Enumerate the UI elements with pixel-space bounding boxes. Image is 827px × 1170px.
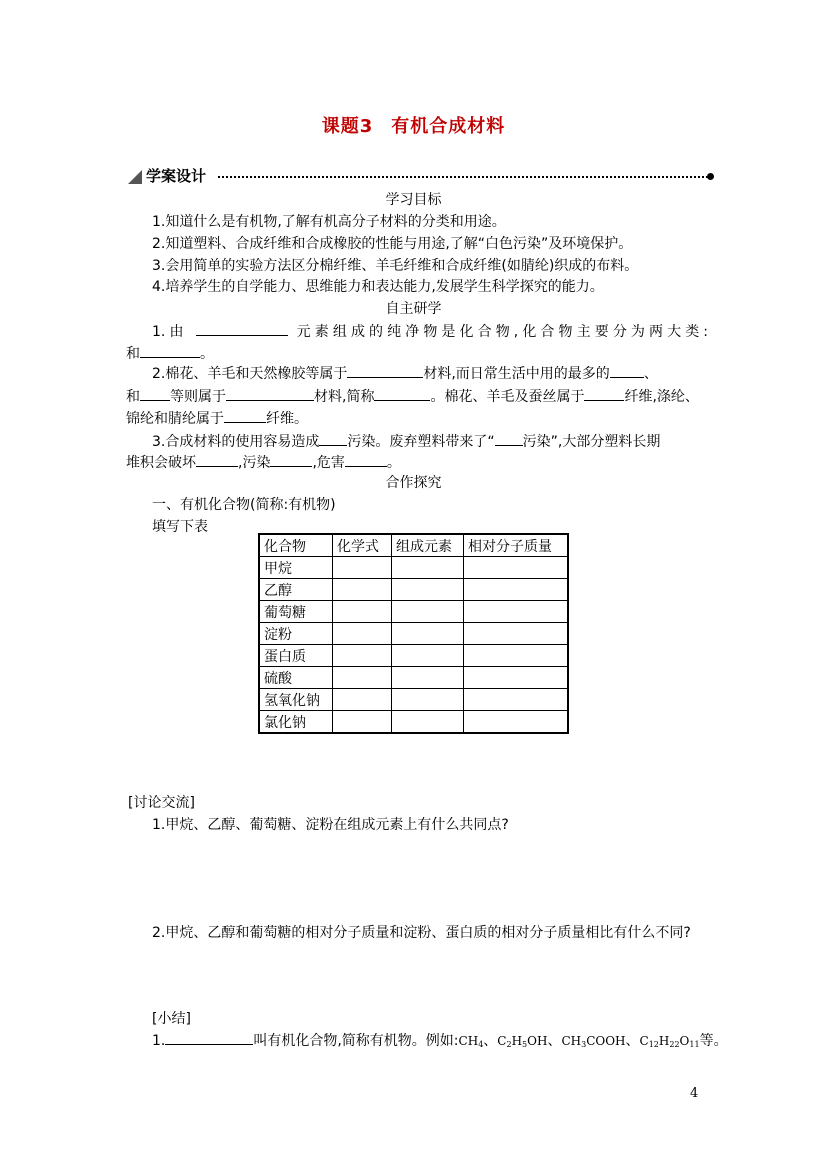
table-header: 化学式: [333, 534, 392, 557]
discussion-q1: 1.甲烷、乙醇、葡萄糖、淀粉在组成元素上有什么共同点?: [152, 817, 509, 833]
compound-name: 氢氧化钠: [259, 689, 333, 711]
table-cell[interactable]: [392, 711, 464, 734]
formula-sucrose: $C_{12}H_{22}O_{11}$: [639, 1034, 700, 1049]
banner-end-dot: [707, 173, 714, 180]
blank[interactable]: [165, 1030, 253, 1045]
table-row: [259, 557, 568, 579]
table-cell[interactable]: [333, 601, 392, 623]
objective-3: 3.会用简单的实验方法区分棉纤维、羊毛纤维和合成纤维(如腈纶)织成的布料。: [152, 258, 639, 274]
blank[interactable]: [270, 452, 312, 467]
discussion-heading: [讨论交流]: [128, 795, 195, 811]
table-cell[interactable]: [464, 689, 569, 711]
table-row: [259, 579, 568, 601]
table-row: [259, 667, 568, 689]
table-cell[interactable]: [333, 689, 392, 711]
blank[interactable]: [495, 431, 523, 446]
banner-dotted-line: [218, 176, 708, 178]
table-cell[interactable]: [333, 645, 392, 667]
table-row: [259, 623, 568, 645]
blank[interactable]: [584, 386, 624, 401]
study-q3-line2: 堆积会破坏 ,污染 ,危害 。: [126, 452, 401, 472]
blank[interactable]: [224, 408, 266, 423]
compound-table: [258, 533, 569, 734]
table-cell[interactable]: [464, 711, 569, 734]
table-cell[interactable]: [392, 579, 464, 601]
compound-name: 蛋白质: [259, 645, 333, 667]
heading-self-study: 自主研学: [385, 301, 442, 317]
table-cell[interactable]: [392, 557, 464, 579]
discussion-q2: 2.甲烷、乙醇和葡萄糖的相对分子质量和淀粉、蛋白质的相对分子质量相比有什么不同?: [152, 925, 691, 941]
table-cell[interactable]: [392, 689, 464, 711]
compound-name: 氯化钠: [259, 711, 333, 734]
study-q1-line1: 1.由 元素组成的纯净物是化合物,化合物主要分为两大类:: [152, 321, 708, 341]
heading-cooperate: 合作探究: [385, 475, 442, 491]
part1-instruction: 填写下表: [152, 519, 208, 535]
blank[interactable]: [140, 386, 170, 401]
blank[interactable]: [347, 363, 423, 378]
table-cell[interactable]: [333, 623, 392, 645]
formula-acetic-acid: $CH_3COOH$: [561, 1034, 626, 1049]
study-q2-line1: 2.棉花、羊毛和天然橡胶等属于 材料,而日常生活中用的最多的 、: [152, 363, 658, 383]
table-cell[interactable]: [464, 557, 569, 579]
table-row: [259, 601, 568, 623]
table-row: [259, 645, 568, 667]
table-cell[interactable]: [333, 711, 392, 734]
blank[interactable]: [226, 386, 314, 401]
formula-methane: $CH_4$: [458, 1034, 484, 1049]
banner-label: 学案设计: [126, 165, 206, 187]
table-header: 相对分子质量: [464, 534, 569, 557]
table-cell[interactable]: [464, 667, 569, 689]
objective-2: 2.知道塑料、合成纤维和合成橡胶的性能与用途,了解“白色污染”及环境保护。: [152, 236, 633, 252]
table-row: [259, 711, 568, 734]
table-header: 组成元素: [392, 534, 464, 557]
table-cell[interactable]: [392, 645, 464, 667]
compound-name: 乙醇: [259, 579, 333, 601]
blank[interactable]: [345, 452, 387, 467]
blank[interactable]: [196, 321, 288, 336]
page-title: 课题3 有机合成材料: [321, 116, 506, 137]
table-cell[interactable]: [333, 579, 392, 601]
heading-objectives: 学习目标: [385, 192, 442, 208]
table-cell[interactable]: [392, 601, 464, 623]
study-q1-line2: 和 。: [126, 343, 214, 363]
study-q2-line3: 锦纶和腈纶属于 纤维。: [126, 408, 308, 428]
table-cell[interactable]: [333, 557, 392, 579]
compound-name: 葡萄糖: [259, 601, 333, 623]
table-cell[interactable]: [464, 623, 569, 645]
summary-heading: [小结]: [152, 1011, 191, 1027]
section-banner: [126, 165, 716, 191]
compound-name: 淀粉: [259, 623, 333, 645]
blank[interactable]: [319, 431, 347, 446]
table-cell[interactable]: [392, 667, 464, 689]
table-cell[interactable]: [464, 601, 569, 623]
page-number: 4: [690, 1086, 699, 1101]
table-header: 化合物: [259, 534, 333, 557]
summary-line1: 1. 叫有机化合物,简称有机物。例如$:CH_4$、$C_2H_5OH$、$CH_3COOH$、$C_{12}H_{22}O_{11}$等。: [152, 1030, 728, 1050]
blank[interactable]: [196, 452, 238, 467]
blank[interactable]: [610, 363, 644, 378]
table-header-row: [259, 534, 568, 557]
blank[interactable]: [374, 386, 430, 401]
study-q2-line2: 和 等则属于 材料,简称 。棉花、羊毛及蚕丝属于 纤维,涤纶、: [126, 386, 699, 406]
table-cell[interactable]: [392, 623, 464, 645]
table-row: [259, 689, 568, 711]
table-cell[interactable]: [333, 667, 392, 689]
study-q3-line1: 3.合成材料的使用容易造成 污染。废弃塑料带来了“ 污染”,大部分塑料长期: [152, 431, 660, 451]
compound-name: 甲烷: [259, 557, 333, 579]
objective-1: 1.知道什么是有机物,了解有机高分子材料的分类和用途。: [152, 214, 506, 230]
blank[interactable]: [140, 343, 200, 358]
objective-4: 4.培养学生的自学能力、思维能力和表达能力,发展学生科学探究的能力。: [152, 279, 604, 295]
table-cell[interactable]: [464, 579, 569, 601]
formula-ethanol: $C_2H_5OH$: [497, 1034, 548, 1049]
compound-name: 硫酸: [259, 667, 333, 689]
table-cell[interactable]: [464, 645, 569, 667]
part1-heading: 一、有机化合物(简称:有机物): [152, 497, 336, 513]
